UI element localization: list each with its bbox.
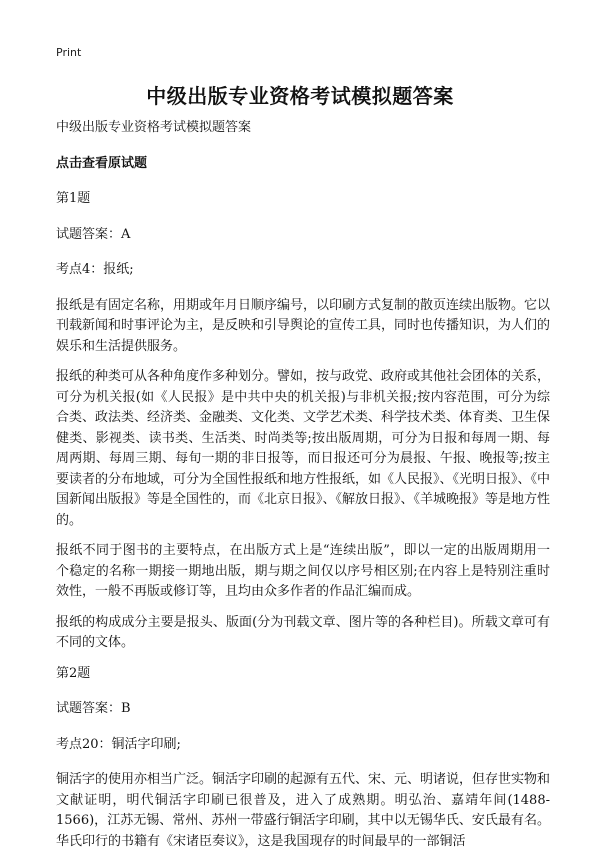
question-2-point: 考点20：铜活字印刷; [56, 736, 181, 752]
question-1-paragraph: 报纸是有固定名称，用期或年月日顺序编号，以印刷方式复制的散页连续出版物。它以刊载新闻和时事评论为主，是反映和引导舆论的宣传工具，同时也传播知识，为人们的娱乐和生活提供服务。 [56, 297, 551, 354]
page-title: 中级出版专业资格考试模拟题答案 [146, 84, 454, 108]
question-2-paragraph: 铜活字的使用亦相当广泛。铜活字印刷的起源有五代、宋、元、明诸说，但存世实物和文献证明，明代铜活字印刷已很普及，进入了成熟期。明弘治、嘉靖年间(1488-1566)，江苏无锡、常州、苏州一带盛行铜活字印刷，其中以无锡华氏、安氏最有名。华氏印行的书籍有《宋诸臣奏议》，这是我国现存的时间最早的一部铜活 [56, 772, 551, 849]
subtitle: 中级出版专业资格考试模拟题答案 [56, 120, 252, 135]
question-1-paragraph: 报纸的构成成分主要是报头、版面(分为刊载文章、图片等的各种栏目)。所载文章可有不同的文体。 [56, 614, 550, 650]
view-original-link[interactable]: 点击查看原试题 [56, 155, 148, 171]
question-2-answer: 试题答案：B [56, 701, 131, 716]
article-body [56, 118, 550, 862]
question-1-number: 第1题 [56, 191, 91, 206]
question-2-number: 第2题 [56, 665, 91, 681]
question-1-point: 考点4：报纸; [56, 262, 134, 277]
question-1-paragraph: 报纸的种类可从各种角度作多种划分。譬如，按与政党、政府或其他社会团体的关系，可分为机关报(如《人民报》是中共中央的机关报)与非机关报;按内容范围，可分为综合类、政法类、经济类、金融类、文化类、文学艺术类、科学技术类、体育类、卫生保健类、影视类、读书类、生活类、时尚类等;按出版周期，可分为日报和每周一期、每周两期、每周三期、每旬一期的非日报等，而日报还可分为晨报、午报、晚报等;按主要读者的分布地域，可分为全国性报纸和地方性报纸，如《人民报》、《光明日报》、《中国新闻出版报》等是全国性的，而《北京日报》、《解放日报》、《羊城晚报》等是地方性的。 [56, 369, 551, 528]
question-1-paragraph: 报纸不同于图书的主要特点，在出版方式上是“连续出版”，即以一定的出版周期用一个稳定的名称一期接一期地出版，期与期之间仅以序号相区别;在内容上是特别注重时效性，一般不再版或修订等，且均由众多作者的作品汇编而成。 [56, 543, 550, 599]
question-1-answer: 试题答案：A [56, 226, 131, 242]
print-link[interactable]: Print [56, 46, 82, 59]
